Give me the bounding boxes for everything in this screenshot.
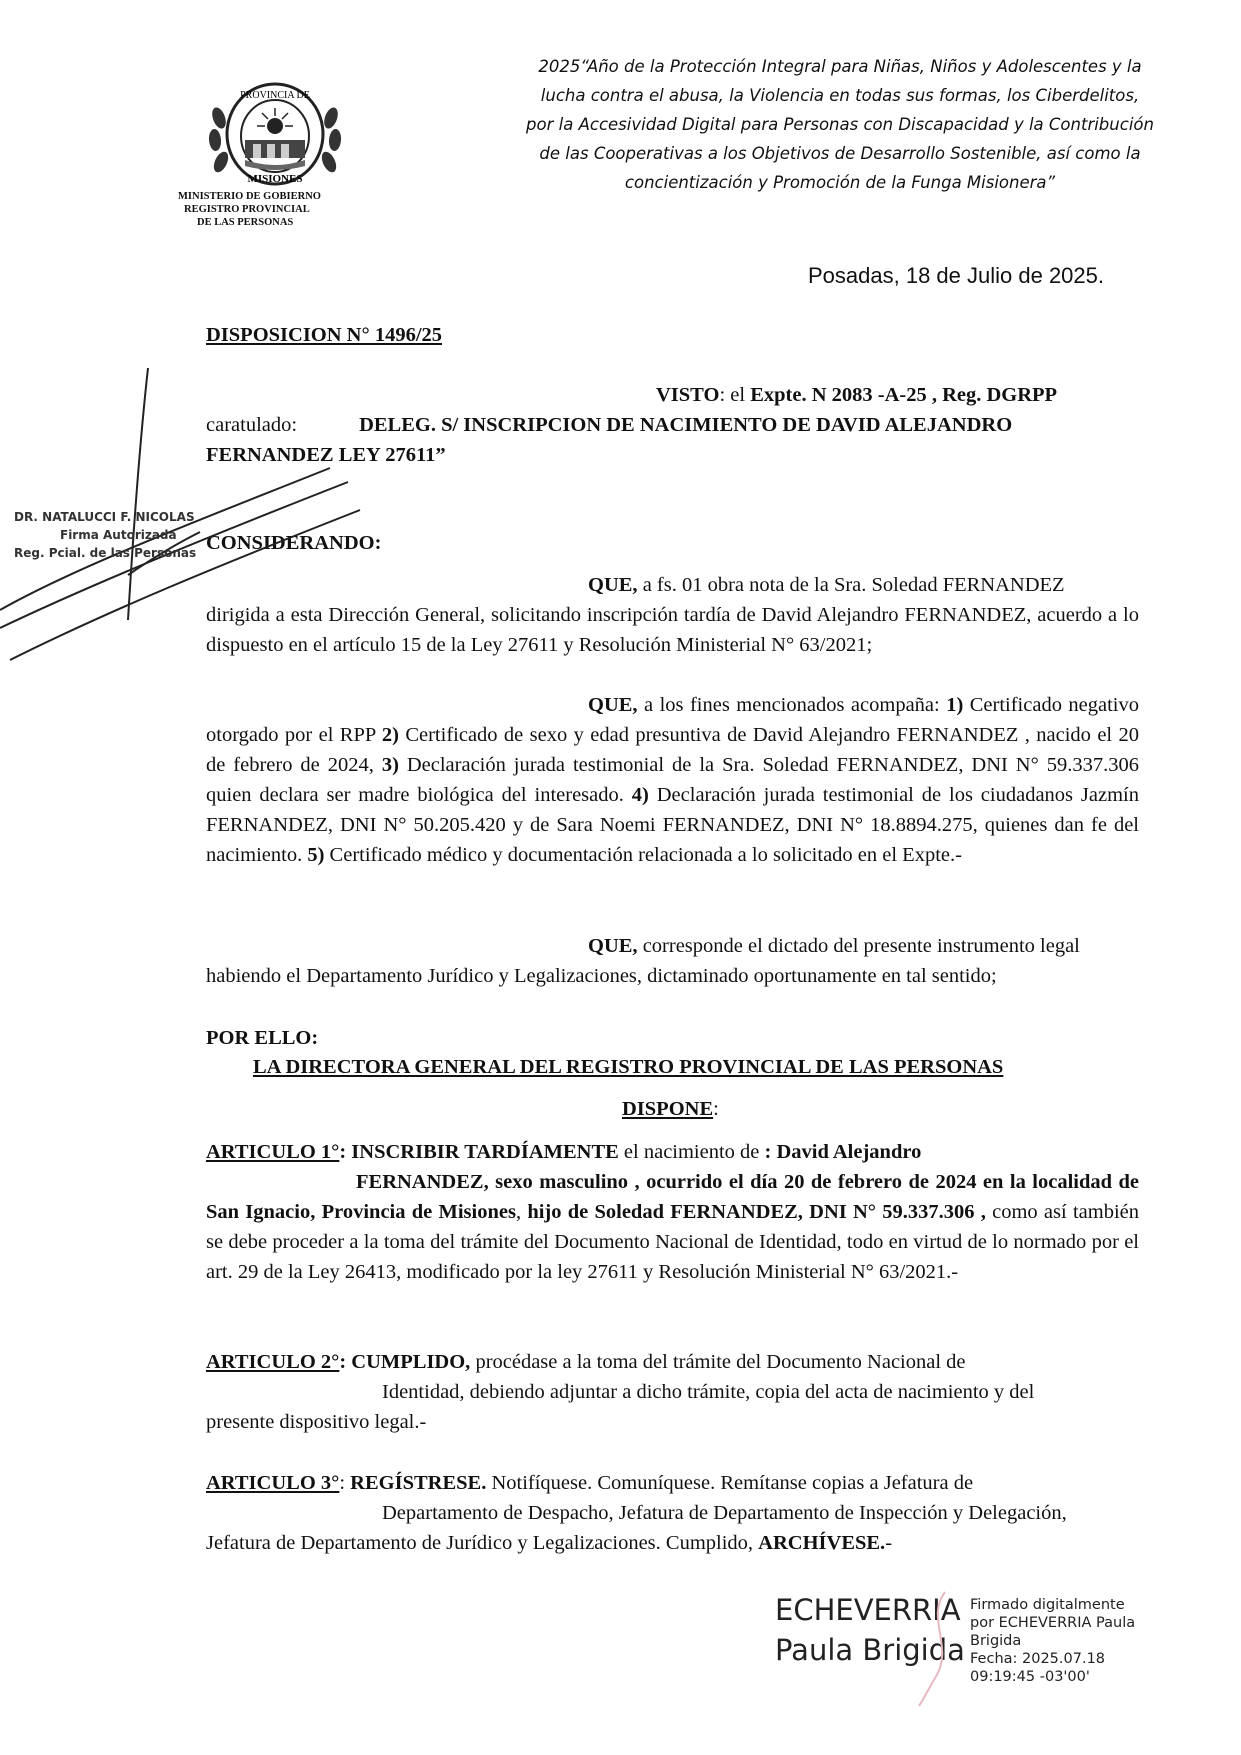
- que-1-rest: dirigida a esta Dirección General, solicitando inscripción tardía de David Alejandro FERNANDEZ, acuerdo a lo dispuesto en el artículo 15 de la Ley 27611 y Resolución Ministerial N° 63/2021;: [206, 604, 1139, 656]
- art3-text-1: Notifíquese. Comuníquese. Remítanse copias a Jefatura de: [486, 1472, 974, 1494]
- signature-info-line: Fecha: 2025.07.18: [970, 1651, 1106, 1667]
- art1-bold-3: FERNANDEZ, sexo masculino , ocurrido el día 20 de febrero de 2024 en la localidad de San Ignacio, Provincia de Misiones: [206, 1171, 1139, 1223]
- articulo-1-first-line: [206, 1137, 1139, 1167]
- seal-text-bottom: MISIONES: [247, 173, 303, 185]
- art1-bold-4: hijo de Soledad FERNANDEZ, DNI N° 59.337.306 ,: [527, 1201, 986, 1223]
- item-text: Declaración jurada testimonial de los ciudadanos Jazmín FERNANDEZ, DNI N° 50.205.420 y de Sara Noemi FERNANDEZ, DNI N° 18.8894.275, quienes dan fe del nacimiento.: [206, 784, 1139, 866]
- stamp-line: Reg. Pcial. de las Personas: [14, 546, 197, 560]
- authorized-signature-stamp: [14, 508, 196, 562]
- que-paragraph-3: [206, 931, 1139, 991]
- visto-text: : el: [719, 384, 751, 406]
- art1-bold-2: : David Alejandro: [764, 1141, 922, 1163]
- signature-name-line: ECHEVERRIA: [775, 1593, 961, 1627]
- signature-info-line: Firmado digitalmente: [970, 1597, 1125, 1613]
- que-3-first-line: [206, 931, 1139, 961]
- articulo-3: [206, 1468, 1139, 1558]
- articulo-label: ARTICULO 2°: [206, 1351, 340, 1373]
- province-seal: [205, 78, 345, 190]
- articulo-3-first-line: [206, 1468, 1139, 1498]
- visto-expte: Expte. N 2083 -A-25 , Reg. DGRPP: [750, 384, 1058, 406]
- item-text: Certificado médico y documentación relacionada a lo solicitado en el Expte.-: [324, 844, 962, 866]
- articulo-1-body: [206, 1167, 1139, 1287]
- por-ello-heading: POR ELLO:: [206, 1027, 319, 1049]
- item-number: 1): [946, 694, 964, 716]
- ministry-line: REGISTRO PROVINCIAL: [184, 204, 310, 215]
- art2-text-2: Identidad, debiendo adjuntar a dicho trámite, copia del acta de nacimiento y del: [382, 1381, 1035, 1403]
- que-label: QUE,: [588, 935, 638, 957]
- art2-text-3: presente dispositivo legal.-: [206, 1411, 427, 1433]
- art3-bold-2: ARCHÍVESE.: [758, 1532, 886, 1554]
- seal-text-top: PROVINCIA DE: [240, 90, 310, 101]
- stamp-line: DR. NATALUCCI F. NICOLAS: [14, 510, 195, 524]
- motto-line: de las Cooperativas a los Objetivos de Desarrollo Sostenible, así como la: [539, 144, 1141, 163]
- caratulado-label: caratulado:: [206, 414, 298, 436]
- item-number: 5): [307, 844, 325, 866]
- articulo-1: [206, 1137, 1139, 1287]
- disposition-title: DISPOSICION N° 1496/25: [206, 324, 443, 346]
- visto-label: VISTO: [656, 384, 720, 406]
- art1-text-3: como así también se debe proceder a la toma del trámite del Documento Nacional de Identidad, todo en virtud de lo normado por el art. 29 de la Ley 26413, modificado por la ley 27611 y Resolución Ministerial N° 63/2021.-: [206, 1201, 1139, 1283]
- art3-text-0: :: [339, 1472, 351, 1494]
- signature-info-line: 09:19:45 -03'00': [970, 1669, 1090, 1685]
- directora-heading: LA DIRECTORA GENERAL DEL REGISTRO PROVINCIAL DE LAS PERSONAS: [253, 1056, 1004, 1078]
- caratulado-text: DELEG. S/ INSCRIPCION DE NACIMIENTO DE DAVID ALEJANDRO: [359, 414, 1013, 436]
- item-text: Declaración jurada testimonial de la Sra. Soledad FERNANDEZ, DNI N° 59.337.306 quien declara ser madre biológica del interesado.: [206, 754, 1139, 806]
- que-label: QUE,: [588, 574, 638, 596]
- que-1-first: a fs. 01 obra nota de la Sra. Soledad FERNANDEZ: [637, 574, 1065, 596]
- item-number: 2): [381, 724, 399, 746]
- year-motto: [510, 52, 1170, 197]
- art1-text-1: el nacimiento de: [618, 1141, 765, 1163]
- ministry-block: [178, 190, 358, 229]
- motto-line: por la Accesividad Digital para Personas con Discapacidad y la Contribución: [526, 115, 1154, 134]
- item-number: 4): [631, 784, 649, 806]
- signature-info-line: por ECHEVERRIA Paula: [970, 1615, 1136, 1631]
- ministry-line: DE LAS PERSONAS: [197, 217, 294, 228]
- item-text: Certificado negativo otorgado por el RPP: [206, 694, 1139, 746]
- art3-text-4: -: [885, 1532, 893, 1554]
- art1-text-2: ,: [515, 1201, 528, 1223]
- art3-text-2: Departamento de Despacho, Jefatura de Departamento de Inspección y Delegación,: [382, 1502, 1067, 1524]
- digital-signature-info: [970, 1596, 1135, 1686]
- que-2-first: a los fines mencionados acompaña:: [637, 694, 947, 716]
- art3-last-line: [206, 1528, 1139, 1558]
- articulo-label: ARTICULO 1°: [206, 1141, 340, 1163]
- motto-line: concientización y Promoción de la Funga Misionera”: [624, 173, 1056, 192]
- art2-text-1: procédase a la toma del trámite del Documento Nacional de: [470, 1351, 966, 1373]
- motto-line: lucha contra el abusa, la Violencia en todas sus formas, los Ciberdelitos,: [540, 86, 1140, 105]
- art1-bold-1: : INSCRIBIR TARDÍAMENTE: [339, 1141, 619, 1163]
- document-date: Posadas, 18 de Julio de 2025.: [808, 263, 1105, 288]
- que-label: QUE,: [588, 694, 638, 716]
- signature-flourish: [905, 1588, 965, 1708]
- que-paragraph-2: [206, 690, 1139, 870]
- signature-info-line: Brigida: [970, 1633, 1022, 1649]
- item-text: Certificado de sexo y edad presuntiva de David Alejandro FERNANDEZ , nacido el 20 de febrero de 2024,: [206, 724, 1139, 776]
- art3-bold-1: REGÍSTRESE.: [350, 1472, 487, 1494]
- que-3-rest: habiendo el Departamento Jurídico y Legalizaciones, dictaminado oportunamente en tal sentido;: [206, 965, 997, 987]
- que-3-first: corresponde el dictado del presente instrumento legal: [637, 935, 1080, 957]
- stamp-line: Firma Autorizada: [60, 528, 177, 542]
- caratulado-text-2: FERNANDEZ LEY 27611”: [206, 444, 446, 466]
- dispone-colon: :: [713, 1098, 719, 1120]
- art3-text-3: Jefatura de Departamento de Jurídico y Legalizaciones. Cumplido,: [206, 1532, 759, 1554]
- articulo-label: ARTICULO 3°: [206, 1472, 340, 1494]
- dispone-word: DISPONE: [622, 1098, 714, 1120]
- considerando-heading: CONSIDERANDO:: [206, 532, 382, 554]
- articulo-2-first-line: [206, 1347, 1139, 1377]
- signature-name-line: Paula Brigida: [775, 1633, 965, 1667]
- art2-bold-1: : CUMPLIDO,: [339, 1351, 471, 1373]
- articulo-2: [206, 1347, 1139, 1437]
- ministry-line: MINISTERIO DE GOBIERNO: [178, 191, 321, 202]
- motto-line: 2025“Año de la Protección Integral para Niñas, Niños y Adolescentes y la: [538, 57, 1142, 76]
- item-number: 3): [381, 754, 399, 776]
- dispone-heading: [622, 1098, 719, 1121]
